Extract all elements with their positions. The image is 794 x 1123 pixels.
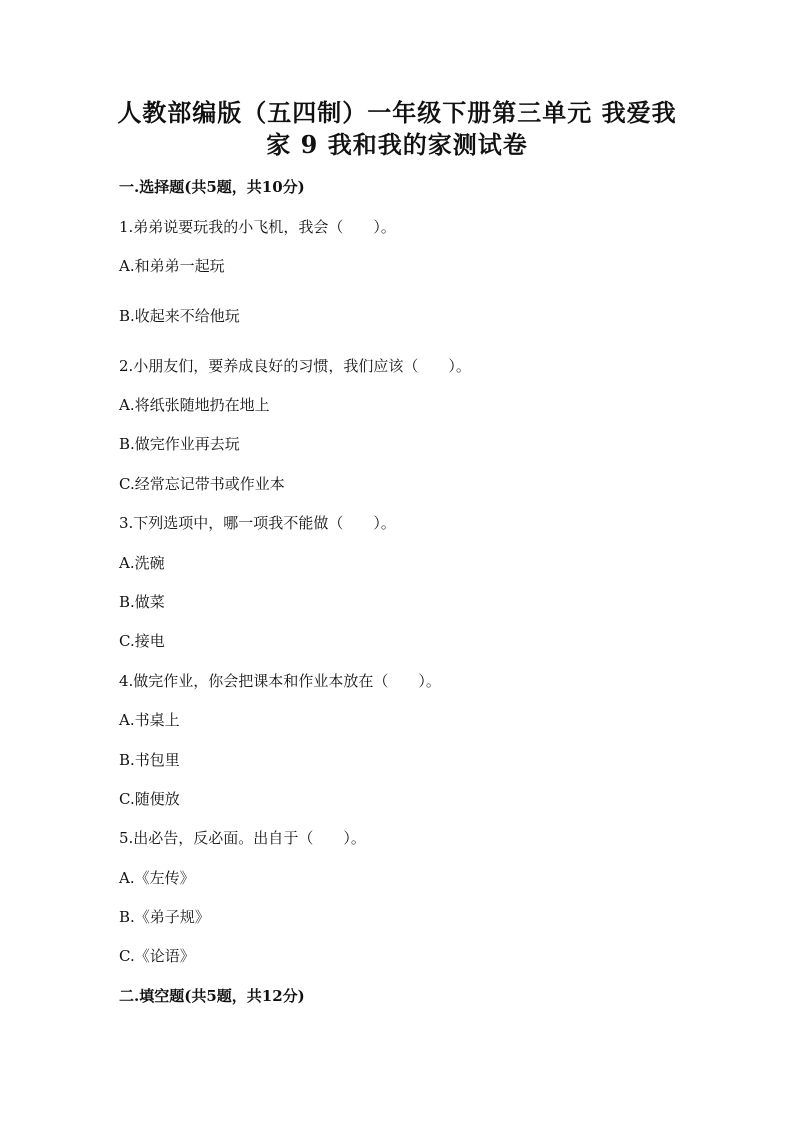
question-4-option-c: C.随便放	[119, 790, 180, 808]
question-1-stem: 1.弟弟说要玩我的小飞机，我会（ ）。	[119, 218, 396, 236]
question-2-option-a: A.将纸张随地扔在地上	[119, 396, 270, 414]
question-5-option-c: C.《论语》	[119, 947, 195, 965]
document-title-line-2: 家 9 我和我的家测试卷	[266, 130, 528, 159]
question-4-stem: 4.做完作业，你会把课本和作业本放在（ ）。	[119, 672, 441, 690]
document-title-line-1: 人教部编版（五四制）一年级下册第三单元 我爱我	[117, 98, 677, 127]
question-4-option-a: A.书桌上	[119, 711, 180, 729]
question-3-option-c: C.接电	[119, 632, 165, 650]
question-5-option-a: A.《左传》	[119, 869, 195, 887]
question-2-stem: 2.小朋友们，要养成良好的习惯，我们应该（ ）。	[119, 357, 471, 375]
question-1-option-b: B.收起来不给他玩	[119, 307, 240, 325]
section-heading-multiple-choice: 一.选择题(共5题，共10分)	[119, 178, 305, 196]
question-2-option-b: B.做完作业再去玩	[119, 435, 240, 453]
question-5-stem: 5.出必告，反必面。出自于（ ）。	[119, 829, 366, 847]
question-5-option-b: B.《弟子规》	[119, 908, 210, 926]
question-4-option-b: B.书包里	[119, 751, 180, 769]
section-heading-fill-in-blank: 二.填空题(共5题，共12分)	[119, 987, 305, 1005]
question-3-stem: 3.下列选项中，哪一项我不能做（ ）。	[119, 514, 396, 532]
question-3-option-a: A.洗碗	[119, 554, 165, 572]
question-3-option-b: B.做菜	[119, 593, 165, 611]
question-2-option-c: C.经常忘记带书或作业本	[119, 475, 285, 493]
question-1-option-a: A.和弟弟一起玩	[119, 257, 225, 275]
